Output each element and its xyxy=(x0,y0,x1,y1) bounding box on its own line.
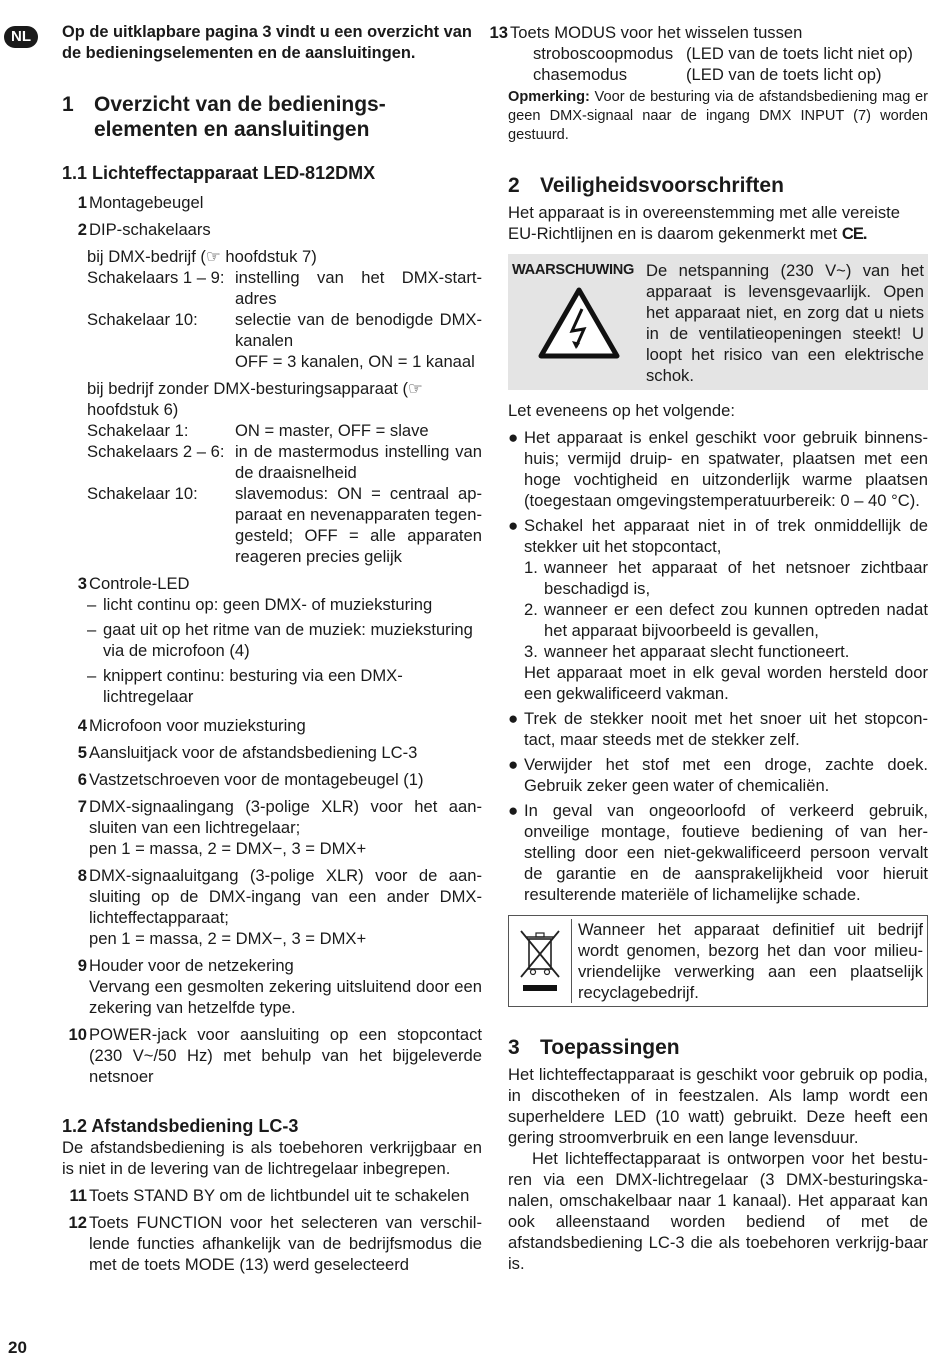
weee-box xyxy=(508,915,928,1007)
list-item: 3 Controle-LED xyxy=(77,574,190,593)
section-1-title-line2: elementen en aansluitingen xyxy=(94,118,370,141)
section-2-heading: 2 Veiligheidsvoorschriften xyxy=(508,174,784,197)
section-3-heading: 3 Toepassingen xyxy=(508,1036,680,1059)
section-1-1-heading: 1.1 Lichteffectapparaat LED-812DMX xyxy=(62,163,376,183)
high-voltage-icon xyxy=(512,287,646,364)
page-number: 20 xyxy=(8,1338,27,1357)
list-item: ● Het apparaat is enkel geschikt voor gebruik binnens-huis; vermijd druip- en spatwater, plaatsen met een hoge vochtigheid en uitzonderlijk warme plaatsen (toegestaan omgevingstemperatuurbereik: 0 – 40 °C). xyxy=(508,428,928,510)
ce-mark: CE. xyxy=(841,224,867,243)
list-item: 1 Montagebeugel xyxy=(77,193,204,212)
right-column: 13 Toets MODUS voor het wisselen tussen stroboscoopmodus (LED van de toets licht niet op) chasemodus (LED van de toets licht op) Opmerking: Voor de besturing via de afstandsbediening mag er geen DMX-signaal naar de ingang DMX INPUT (7) worden gestuurd. 2 Veiligheidsvoorschriften Het apparaat is in overeenstemming met alle vereiste EU-Richtlijnen en is daarom gekenmerkt met CE. WAARSCHUWING De netspanning (230 V~) van het apparaat is levensgevaarlijk. Open het apparaat niet, en zorg dat u niets in de ventilatieopeningen steekt! U loopt het risico van een elektrische schok. Let eveneens op het volgende: ● Het apparaat is enkel geschikt voor gebruik binnens-huis; vermijd druip- en spatwater, plaatsen met een hoge vochtigheid en uitzonderlijk warme plaatsen (toegestaan omgevingstemperatuurbereik: 0 – 40 °C). ● Schakel het apparaat niet in of trek onmiddellijk de stekker uit het stopcontact, 1. wanneer het apparaat of het netsnoer zichtbaar beschadigd is, 2. wanneer er een defect zou kunnen optreden nadat het apparaat bijvoorbeeld is gevallen, 3. wanneer het apparaat slecht functioneert. Het apparaat moet in elk geval worden hersteld door een gekwalificeerd vakman. ● Trek de stekker nooit met het snoer uit het stopcon-tact, maar steeds met de stekker zelf. ● Verwijder het stof met een droge, zachte doek. Gebruik zeker geen water of chemicaliën. ● In geval van ongeoorloofd of verkeerd gebruik, onveilige montage, foutieve bediening of van her-stelling door een niet-gekwalificeerd persoon vervalt de garantie en de aansprakelijkheid voor hieruit resulterende materiële of lichamelijke schade. Wanneer het apparaat definitief uit bedrijf wordt genomen, bezorg het dan voor milieu-vriendelijke verwerking aan een plaatselijk recyclagebedrijf. 3 Toepassingen Het lichteffectapparaat is geschikt voor gebruik op podia, in discotheken of in feestzalen. Als lamp wordt een superheldere LED (10 watt) gebruikt. Deze heeft een gering stroomverbruik en een lange levensduur. Het lichteffectapparaat is ontworpen voor het bestu-ren via een DMX-lichtregelaar (3 DMX-besturingska-nalen, omschakelbaar naar 1 kanaal). Het apparaat kan ook alleenstaand worden bediend of met de afstandsbediening LC-3 die als toebehoren verkrijg-baar is. xyxy=(508,22,928,1274)
list-item: ● In geval van ongeoorloofd of verkeerd gebruik, onveilige montage, foutieve bediening of van her-stelling door een niet-gekwalificeerd persoon vervalt de garantie en de aansprakelijkheid voor hieruit resulterende materiële of lichamelijke schade. xyxy=(508,801,928,904)
list-item: 13 Toets MODUS voor het wisselen tussen xyxy=(489,23,803,42)
list-item: ● Verwijder het stof met een droge, zachte doek. Gebruik zeker geen water of chemicaliën. xyxy=(508,755,928,795)
section-1-heading xyxy=(62,92,482,142)
section-1-2-text: De afstandsbediening is als toebehoren verkrijgbaar en is niet in de levering van de lichtregelaar inbegrepen. xyxy=(62,1138,482,1178)
section-1-title-line1: Overzicht van de bedienings- xyxy=(94,93,386,116)
section-2-intro: Het apparaat is in overeenstemming met alle vereiste EU-Richtlijnen en is daarom gekenmerkt met CE. xyxy=(508,203,900,243)
list-item: ● Schakel het apparaat niet in of trek onmiddellijk de stekker uit het stopcontact, xyxy=(508,516,928,556)
follow-text: Let eveneens op het volgende: xyxy=(508,401,735,420)
section-3-paragraph-1: Het lichteffectapparaat is geschikt voor gebruik op podia, in discotheken of in feestzalen. Als lamp wordt een superheldere LED (10 watt) gebruikt. Deze heeft een gering stroomverbruik en een lange levensduur. xyxy=(508,1065,928,1147)
section-1-2-heading: 1.2 Afstandsbediening LC-3 xyxy=(62,1116,299,1136)
left-column xyxy=(62,22,482,1275)
list-item: 8 DMX-signaaluitgang (3-polige XLR) voor de aan-sluiting op de DMX-ingang van een ander DMX-lichteffectapparaat; pen 1 = massa, 2 = DMX−, 3 = DMX+ xyxy=(77,866,482,948)
list-item: 11 Toets STAND BY om de lichtbundel uit te schakelen xyxy=(69,1186,470,1205)
warning-box xyxy=(508,254,928,390)
warning-text: De netspanning (230 V~) van het apparaat is levensgevaarlijk. Open het apparaat niet, en zorg dat u niets in de ventilatieopeningen steekt! U loopt het risico van een elektrische schok. xyxy=(646,261,924,385)
list-item: 2 DIP-schakelaars xyxy=(77,220,211,239)
item-list: 1 Montagebeugel 2 DIP-schakelaars bij DMX-bedrijf (☞ hoofdstuk 7) Schakelaars 1 – 9: instelling van het DMX-start-adres Schakelaar 10: selectie van de benodigde DMX-kanalen OFF = 3 kanalen, ON = 1 kanaal bij bedrijf zonder DMX-besturingsapparaat (☞ hoofdstuk 6) Schakelaar 1: ON = master, OFF = slave Schakelaars 2 – 6: in de mastermodus instelling van de draaisnelheid Schakelaar 10: slavemodus: ON = centraal ap-paraat en nevenapparaten tegen-gesteld; OFF = alle apparaten reageren precies gelijk 3 Controle-LED – licht continu op: geen DMX- of muzieksturing – gaat uit op het ritme van de muziek: muzieksturing via de microfoon (4) – knippert continu: besturing via een DMX-lichtregelaar 4 Microfoon voor muzieksturing 5 Aansluitjack voor de afstandsbediening LC-3 6 Vastzetschroeven voor de montagebeugel (1) 7 DMX-signaalingang (3-polige XLR) voor het aan-sluiten van een lichtregelaar; pen 1 = massa, 2 = DMX−, 3 = DMX+ 8 DMX-signaaluitgang (3-polige XLR) voor de aan-sluiting op de DMX-ingang van een ander DMX-lichteffectapparaat; pen 1 = massa, 2 = DMX−, 3 = DMX+ 9 Houder voor de netzekering Vervang een gesmolten zekering uitsluitend door een zekering van hetzelfde type. 10 POWER-jack voor aansluiting op een stopcontact (230 V~/50 Hz) met behulp van het bijgeleverde netsnoer xyxy=(62,192,482,1087)
weee-text: Wanneer het apparaat definitief uit bedrijf wordt genomen, bezorg het dan voor milieu-vriendelijke verwerking aan een plaatselijk recyclagebedrijf. xyxy=(578,920,923,1002)
section-3-paragraph-2: Het lichteffectapparaat is ontworpen voor het bestu-ren via een DMX-lichtregelaar (3 DMX-besturingska-nalen, omschakelbaar naar 1 kanaal). Het apparaat kan ook alleenstaand worden bediend of met de afstandsbediening LC-3 die als toebehoren verkrijg-baar is. xyxy=(508,1149,928,1273)
section-1-number: 1 xyxy=(62,93,74,116)
crossed-bin-icon xyxy=(509,919,572,1003)
safety-bullets: ● Het apparaat is enkel geschikt voor gebruik binnens-huis; vermijd druip- en spatwater, plaatsen met een hoge vochtigheid en uitzonderlijk warme plaatsen (toegestaan omgevingstemperatuurbereik: 0 – 40 °C). ● Schakel het apparaat niet in of trek onmiddellijk de stekker uit het stopcontact, 1. wanneer het apparaat of het netsnoer zichtbaar beschadigd is, 2. wanneer er een defect zou kunnen optreden nadat het apparaat bijvoorbeeld is gevallen, 3. wanneer het apparaat slecht functioneert. Het apparaat moet in elk geval worden hersteld door een gekwalificeerd vakman. ● Trek de stekker nooit met het snoer uit het stopcon-tact, maar steeds met de stekker zelf. ● Verwijder het stof met een droge, zachte doek. Gebruik zeker geen water of chemicaliën. ● In geval van ongeoorloofd of verkeerd gebruik, onveilige montage, foutieve bediening of van her-stelling door een niet-gekwalificeerd persoon vervalt de garantie en de aansprakelijkheid voor hieruit resulterende materiële of lichamelijke schade. xyxy=(508,428,928,904)
language-badge: NL xyxy=(4,26,38,48)
list-item: ● Trek de stekker nooit met het snoer uit het stopcon-tact, maar steeds met de stekker zelf. xyxy=(508,709,928,749)
list-item: 5 Aansluitjack voor de afstandsbediening LC-3 xyxy=(77,743,418,762)
list-item: 7 DMX-signaalingang (3-polige XLR) voor het aan-sluiten van een lichtregelaar; pen 1 = massa, 2 = DMX−, 3 = DMX+ xyxy=(77,797,482,858)
remark-note: Opmerking: Voor de besturing via de afstandsbediening mag er geen DMX-signaal naar de ingang DMX INPUT (7) worden gestuurd. xyxy=(508,89,928,143)
list-item: 4 Microfoon voor muzieksturing xyxy=(77,716,306,735)
list-item: 10 POWER-jack voor aansluiting op een stopcontact (230 V~/50 Hz) met behulp van het bijgeleverde netsnoer xyxy=(68,1025,482,1086)
warning-label: WAARSCHUWING xyxy=(512,262,635,278)
dip-dmx-block: bij DMX-bedrijf (☞ hoofdstuk 7) Schakelaars 1 – 9: instelling van het DMX-start-adres Schakelaar 10: selectie van de benodigde DMX-kanalen OFF = 3 kanalen, ON = 1 kanaal bij bedrijf zonder DMX-besturingsapparaat (☞ hoofdstuk 6) Schakelaar 1: ON = master, OFF = slave Schakelaars 2 – 6: in de mastermodus instelling van de draaisnelheid Schakelaar 10: slavemodus: ON = centraal ap-paraat en nevenapparaten tegen-gesteld; OFF = alle apparaten reageren precies gelijk xyxy=(87,247,482,566)
list-item: 12 Toets FUNCTION voor het selecteren van verschil-lende functies afhankelijk van de bedrijfsmodus die met de toets MODE (13) werd geselecteerd xyxy=(68,1213,482,1274)
list-item: 9 Houder voor de netzekering Vervang een gesmolten zekering uitsluitend door een zekering van hetzelfde type. xyxy=(77,956,482,1017)
list-item: 6 Vastzetschroeven voor de montagebeugel (1) xyxy=(77,770,424,789)
intro-text: Op de uitklapbare pagina 3 vindt u een overzicht van de bedieningselementen en de aansluitingen. xyxy=(62,23,472,62)
